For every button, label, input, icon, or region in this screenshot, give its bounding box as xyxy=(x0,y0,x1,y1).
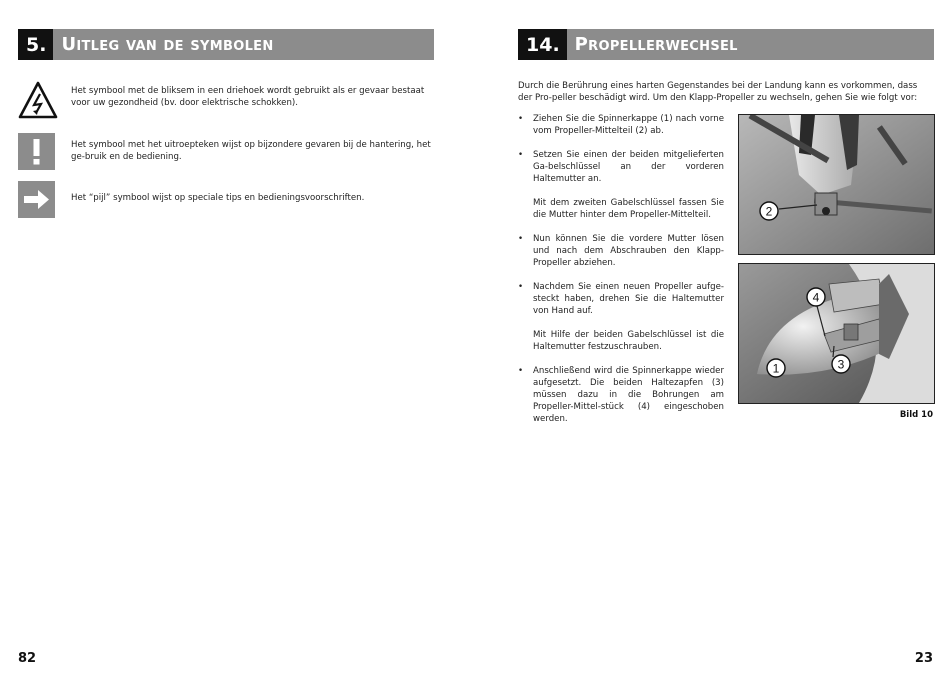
bullet: • xyxy=(518,366,524,376)
arrow-right-icon xyxy=(18,181,55,218)
lightning-warning-icon xyxy=(18,80,58,120)
step-note: Mit Hilfe der beiden Gabelschlüssel ist die Haltemutter festzuschrauben. xyxy=(533,330,724,352)
step-note: Mit dem zweiten Gabelschlüssel fassen Sie die Mutter hinter dem Propeller-Mittelteil. xyxy=(533,198,724,220)
steps-list xyxy=(518,113,724,437)
page-number-right: 23 xyxy=(914,651,933,666)
symbol-row-lightning xyxy=(18,80,425,120)
step-text: Nachdem Sie einen neuen Propeller aufge-steckt haben, drehen Sie die Haltemutter von Hand auf. xyxy=(533,282,724,316)
symbol-description: Het “pijl” symbool wijst op speciale tips en bedieningsvoorschriften. xyxy=(71,193,365,203)
photo-spinner-cap xyxy=(738,263,935,404)
bullet: • xyxy=(518,114,524,124)
section-title: Uitleg van de symbolen xyxy=(61,34,274,55)
step-text: Nun können Sie die vordere Mutter lösen und nach dem Abschrauben den Klapp-Propeller abziehen. xyxy=(533,234,724,268)
section-header-left xyxy=(18,29,434,60)
symbol-row-arrow xyxy=(18,181,365,218)
photo-propeller-wrench xyxy=(738,114,935,255)
section-number: 5. xyxy=(18,29,53,60)
section-header-right xyxy=(518,29,934,60)
list-item xyxy=(518,365,724,425)
list-item xyxy=(518,281,724,317)
list-item xyxy=(518,233,724,269)
section-number: 14. xyxy=(518,29,567,60)
step-text: Anschließend wird die Spinnerkappe wieder aufgesetzt. Die beiden Haltezapfen (3) müssen dazu in die Bohrungen am Propeller-Mittel-stück (4) eingeschoben werden. xyxy=(533,366,724,424)
exclamation-icon xyxy=(18,133,55,170)
list-item xyxy=(518,149,724,185)
photo-illustration xyxy=(739,115,934,254)
step-text: Setzen Sie einen der beiden mitgelieferten Ga-belschlüssel an der vorderen Haltemutter an. xyxy=(533,150,724,184)
symbol-row-exclamation xyxy=(18,133,431,170)
photo-label: 4 xyxy=(812,290,820,305)
list-item xyxy=(518,113,724,137)
bullet: • xyxy=(518,234,524,244)
intro-paragraph: Durch die Berührung eines harten Gegenstandes bei der Landung kann es vorkommen, dass der Pro-peller beschädigt wird. Um den Klapp-Propeller zu wechseln, gehen Sie wie folgt vor: xyxy=(518,81,918,103)
photo-label: 3 xyxy=(837,357,845,372)
section-title: Propellerwechsel xyxy=(574,34,738,55)
figure-caption: Bild 10 xyxy=(899,410,933,420)
step-text: Ziehen Sie die Spinnerkappe (1) nach vorne vom Propeller-Mittelteil (2) ab. xyxy=(533,114,724,136)
bullet: • xyxy=(518,282,524,292)
photo-illustration xyxy=(739,264,934,403)
symbol-description: Het symbool met de bliksem in een driehoek wordt gebruikt als er gevaar bestaat voor uw gezondheid (bv. door elektrische schokken). xyxy=(71,86,425,108)
photo-label: 2 xyxy=(765,204,773,219)
page-number-left: 82 xyxy=(18,651,37,666)
bullet: • xyxy=(518,150,524,160)
photo-label: 1 xyxy=(772,361,780,376)
symbol-description: Het symbool met het uitroepteken wijst op bijzondere gevaren bij de hantering, het ge-bruik en de bediening. xyxy=(71,140,431,162)
